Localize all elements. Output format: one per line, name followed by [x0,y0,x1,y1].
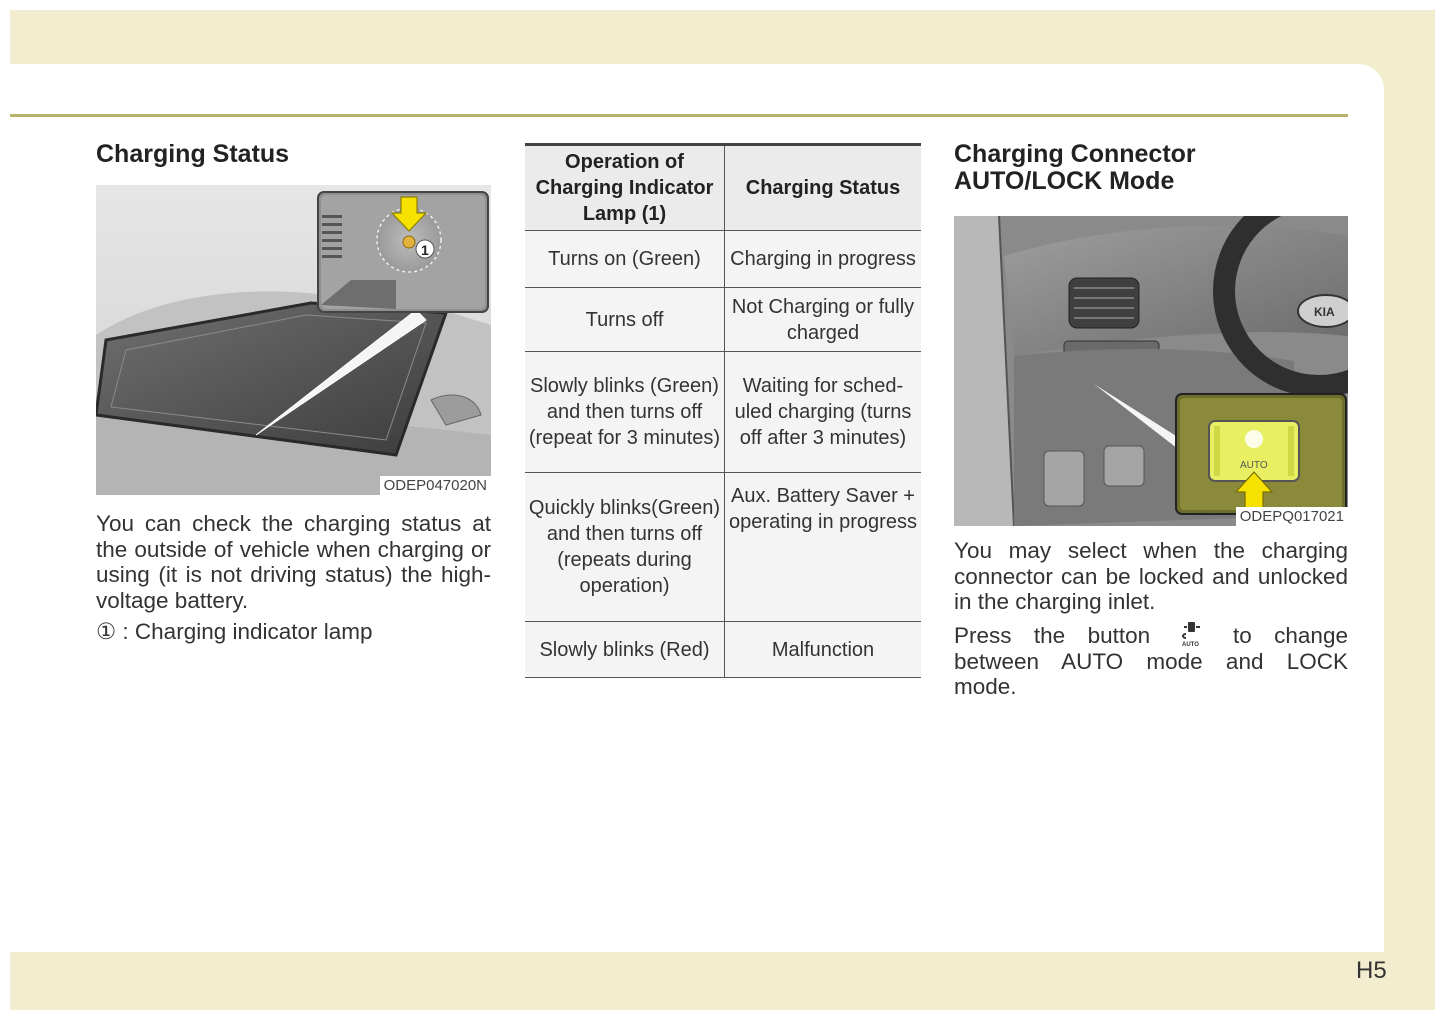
charging-status-heading: Charging Status [96,140,290,168]
status-cell: Waiting for sched-uled charging (turns off after 3 minutes) [725,352,922,473]
table-row [525,231,921,288]
windshield-figure [96,185,491,495]
table-row [525,288,921,352]
dashboard-figure [954,216,1348,526]
column-header-operation: Operation of Charging Indicator Lamp (1) [535,151,714,225]
charge-lock-button-icon [1179,621,1205,645]
status-cell: Malfunction [725,622,922,678]
windshield-illustration [96,185,491,495]
header-rule [10,114,1348,117]
operation-cell: Turns off [585,308,664,331]
change-mode-text: to change between AUTO mode and LOCK mode. [954,623,1348,699]
figure-code: ODEPQ017021 [1236,507,1348,526]
inline-icon-label: AUTO [1181,642,1199,647]
connector-paragraph: You may select when the charging connector can be locked and unlocked in the charging inlet. [954,538,1348,614]
indicator-lamp-legend: ① : Charging indicator lamp [96,619,373,644]
table-row [525,473,921,622]
table-row [525,622,921,678]
status-cell: Aux. Battery Saver + operating in progress [725,473,922,622]
table-row [525,352,921,473]
indicator-status-table [525,143,921,678]
operation-cell: Slowly blinks (Green) and then turns off (repeat for 3 minutes) [528,375,721,449]
table-header-row [525,145,921,231]
page-number: H5 [1356,957,1387,984]
status-cell: Charging in progress [725,231,922,288]
operation-cell: Quickly blinks(Green) and then turns off (repeats during operation) [528,497,721,597]
charging-connector-heading [954,141,1196,195]
kia-logo: KIA [1314,305,1335,319]
operation-cell: Turns on (Green) [548,248,701,270]
press-button-paragraph [954,621,1348,700]
dashboard-illustration [954,216,1348,526]
press-button-text: Press the button [954,623,1151,648]
column-header-status: Charging Status [725,145,922,231]
page-frame-bottom [10,952,1435,1010]
figure-code: ODEP047020N [380,476,491,495]
status-cell: Not Charging or fully charged [725,288,922,352]
page-frame-right [1384,10,1435,1010]
callout-number: 1 [421,242,429,258]
heading-line-1: Charging Connector [954,140,1196,168]
heading-line-2: AUTO/LOCK Mode [954,167,1175,195]
charging-status-paragraph: You can check the charging status at the outside of vehicle when charging or using (it is not driving status) the high-voltage battery. [96,511,491,613]
operation-cell: Slowly blinks (Red) [539,638,710,661]
button-auto-label: AUTO [1240,460,1268,471]
